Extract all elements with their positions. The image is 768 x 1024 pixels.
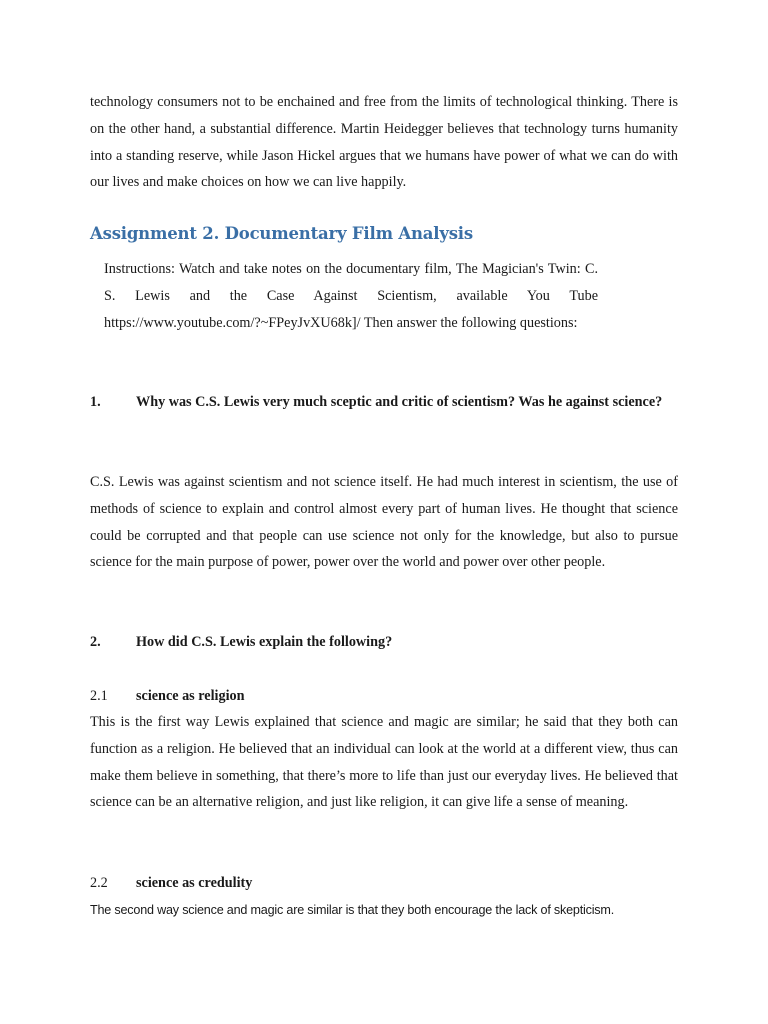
- question-1-text: Why was C.S. Lewis very much sceptic and critic of scientism? Was he against science?: [136, 394, 663, 410]
- question-2-number: 2.: [90, 634, 101, 650]
- question-2: [90, 629, 678, 656]
- subquestion-2-2: [90, 870, 252, 897]
- subquestion-2-1-number: 2.1: [90, 688, 108, 704]
- question-1: [90, 389, 678, 416]
- answer-2-2: The second way science and magic are similar is that they both encourage the lack of skepticism.: [90, 903, 614, 917]
- assignment-title: Assignment 2. Documentary Film Analysis: [90, 224, 473, 243]
- subquestion-2-1-title: science as religion: [136, 688, 245, 704]
- answer-2-1: This is the first way Lewis explained that science and magic are similar; he said that they both can function as a religion. He believed that an individual can look at the world at a different view, thus can make them believe in something, that there’s more to life than just our everyday lives. He believed that science can be an alternative religion, and just like religion, it can give life a sense of meaning.: [90, 714, 678, 811]
- subquestion-2-2-number: 2.2: [90, 875, 108, 891]
- answer-1: C.S. Lewis was against scientism and not science itself. He had much interest in scientism, the use of methods of science to explain and control almost every part of human lives. He thought that science could be corrupted and that people can use science not only for the knowledge, but also to pursue science for the main purpose of power, power over the world and power over other people.: [90, 474, 678, 571]
- question-1-number: 1.: [90, 394, 101, 410]
- subquestion-2-2-title: science as credulity: [136, 875, 253, 891]
- subquestion-2-1: [90, 683, 245, 710]
- intro-paragraph: technology consumers not to be enchained and free from the limits of technological thinking. There is on the other hand, a substantial difference. Martin Heidegger believes that technology turns humanity into a standing reserve, while Jason Hickel argues that we humans have power of what we can do with our lives and make choices on how we can live happily.: [90, 94, 678, 191]
- question-2-text: How did C.S. Lewis explain the following?: [136, 634, 393, 650]
- instructions-paragraph: Instructions: Watch and take notes on the documentary film, The Magician's Twin: C. S. Lewis and the Case Against Scientism, available You Tube https://www.youtube.com/?~FPeyJvXU68k]/ Then answer the following questions:: [104, 261, 598, 331]
